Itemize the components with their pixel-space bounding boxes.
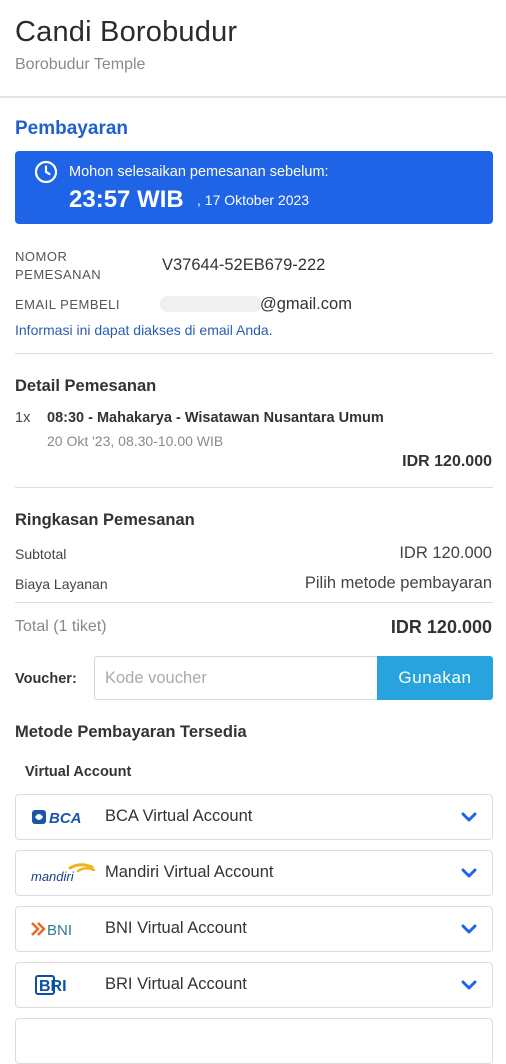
page-subtitle: Borobudur Temple bbox=[15, 56, 146, 73]
bank-name-bri: BRI Virtual Account bbox=[105, 975, 247, 993]
bni-logo-icon bbox=[30, 917, 106, 941]
divider bbox=[15, 487, 493, 488]
payment-deadline-banner bbox=[15, 151, 493, 224]
svg-text:BNI: BNI bbox=[47, 922, 73, 939]
svg-text:BRI: BRI bbox=[39, 978, 67, 995]
deadline-time: 23:57 WIB bbox=[69, 186, 184, 213]
bank-option-bni[interactable] bbox=[15, 906, 493, 952]
email-info-note: Informasi ini dapat diakses di email Anda. bbox=[15, 322, 273, 338]
voucher-input[interactable] bbox=[94, 656, 377, 700]
payment-methods-title: Metode Pembayaran Tersedia bbox=[15, 723, 247, 741]
deadline-date: , 17 Oktober 2023 bbox=[197, 192, 310, 208]
total-value: IDR 120.000 bbox=[390, 617, 492, 637]
chevron-down-icon bbox=[461, 979, 477, 991]
divider bbox=[15, 353, 493, 354]
item-name: 08:30 - Mahakarya - Wisatawan Nusantara Umum bbox=[47, 410, 384, 426]
order-details-title: Detail Pemesanan bbox=[15, 377, 157, 395]
bca-logo-icon bbox=[30, 805, 106, 829]
order-number-value: V37644-52EB679-222 bbox=[162, 256, 326, 274]
service-fee-label: Biaya Layanan bbox=[15, 576, 108, 592]
bank-option-bca[interactable] bbox=[15, 794, 493, 840]
bank-name-bni: BNI Virtual Account bbox=[105, 919, 247, 937]
total-label: Total (1 tiket) bbox=[15, 618, 107, 635]
order-number-label-line2: PEMESANAN bbox=[15, 267, 102, 282]
voucher-label: Voucher: bbox=[15, 671, 77, 687]
bank-option-bri[interactable] bbox=[15, 962, 493, 1008]
chevron-down-icon bbox=[461, 923, 477, 935]
service-fee-value: Pilih metode pembayaran bbox=[304, 574, 492, 592]
svg-text:BCA: BCA bbox=[49, 810, 82, 827]
item-price: IDR 120.000 bbox=[402, 453, 492, 470]
clock-icon bbox=[34, 160, 58, 184]
buyer-email-value: @gmail.com bbox=[260, 295, 352, 313]
virtual-account-group-title: Virtual Account bbox=[25, 764, 132, 780]
deadline-message: Mohon selesaikan pemesanan sebelum: bbox=[69, 164, 329, 180]
chevron-down-icon bbox=[461, 811, 477, 823]
payment-section-title: Pembayaran bbox=[15, 118, 129, 139]
bank-name-mandiri: Mandiri Virtual Account bbox=[105, 863, 274, 881]
order-summary-title: Ringkasan Pemesanan bbox=[15, 511, 195, 529]
apply-voucher-button[interactable]: Gunakan bbox=[377, 656, 493, 700]
subtotal-label: Subtotal bbox=[15, 546, 67, 562]
bri-logo-icon bbox=[30, 973, 106, 997]
buyer-email-label: EMAIL PEMBELI bbox=[15, 297, 120, 312]
order-number-label-line1: NOMOR bbox=[15, 249, 68, 264]
item-quantity: 1x bbox=[15, 410, 31, 426]
bank-option-next[interactable] bbox=[15, 1018, 493, 1064]
chevron-down-icon bbox=[461, 867, 477, 879]
divider bbox=[15, 602, 493, 603]
redacted-email-blur bbox=[160, 296, 262, 312]
item-date: 20 Okt '23, 08.30-10.00 WIB bbox=[47, 433, 224, 449]
svg-text:mandiri: mandiri bbox=[31, 869, 74, 884]
bank-option-mandiri[interactable] bbox=[15, 850, 493, 896]
mandiri-logo-icon bbox=[30, 861, 106, 885]
page-header bbox=[0, 0, 506, 98]
bank-name-bca: BCA Virtual Account bbox=[105, 807, 253, 825]
page-title: Candi Borobudur bbox=[15, 16, 238, 48]
subtotal-value: IDR 120.000 bbox=[399, 544, 492, 562]
